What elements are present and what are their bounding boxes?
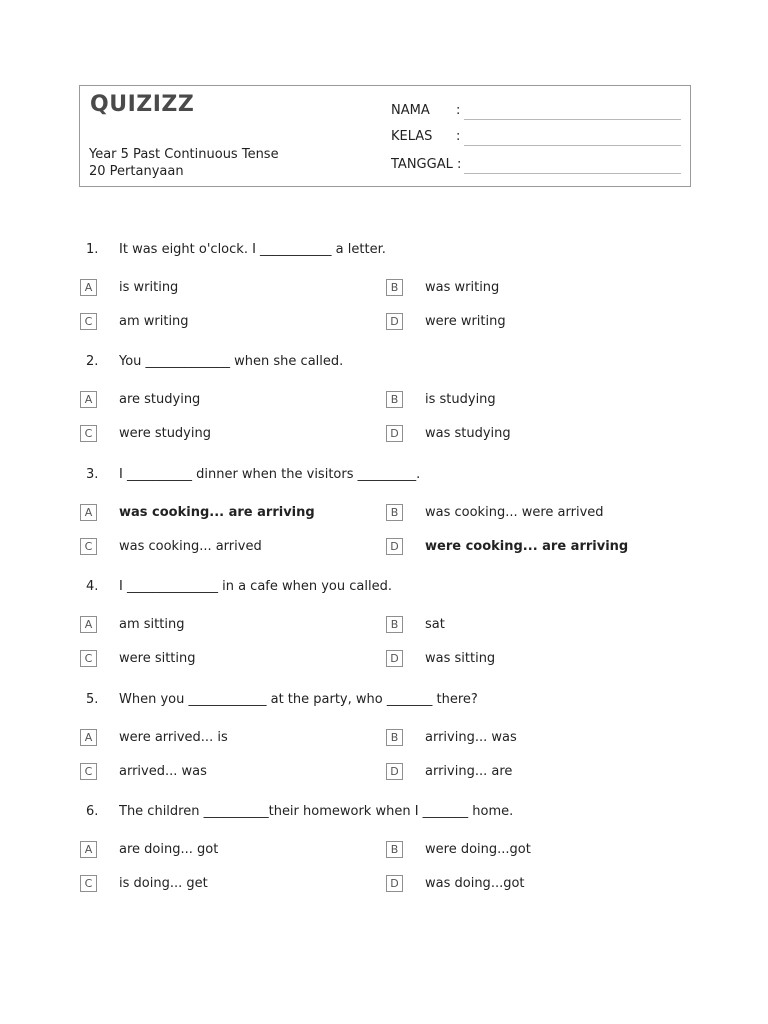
option-letter-box[interactable]: B — [386, 729, 403, 746]
question-number: 2. — [86, 354, 99, 369]
option-text[interactable]: were sitting — [119, 651, 196, 666]
option-letter-box[interactable]: D — [386, 313, 403, 330]
option-letter-box[interactable]: D — [386, 425, 403, 442]
option-text[interactable]: were studying — [119, 426, 211, 441]
option-text[interactable]: arrived... was — [119, 764, 207, 779]
option-letter-box[interactable]: A — [80, 729, 97, 746]
question-number: 3. — [86, 467, 99, 482]
option-text[interactable]: was cooking... are arriving — [119, 505, 315, 520]
option-text[interactable]: am sitting — [119, 617, 185, 632]
option-text[interactable]: was studying — [425, 426, 511, 441]
quizizz-logo: QUIZIZZ — [90, 92, 195, 117]
worksheet-header — [79, 85, 691, 187]
question-text: The children __________their homework when I _______ home. — [119, 804, 514, 819]
question-text: You _____________ when she called. — [119, 354, 344, 369]
option-letter-box[interactable]: A — [80, 391, 97, 408]
question-number: 5. — [86, 692, 99, 707]
option-letter-box[interactable]: C — [80, 425, 97, 442]
option-text[interactable]: were writing — [425, 314, 506, 329]
option-letter-box[interactable]: B — [386, 841, 403, 858]
question-text: I __________ dinner when the visitors _________. — [119, 467, 421, 482]
option-text[interactable]: was sitting — [425, 651, 496, 666]
option-text[interactable]: were arrived... is — [119, 730, 228, 745]
option-text[interactable]: arriving... are — [425, 764, 513, 779]
name-label: NAMA — [391, 103, 430, 118]
option-letter-box[interactable]: A — [80, 616, 97, 633]
name-field-line[interactable] — [464, 119, 681, 120]
question-count: 20 Pertanyaan — [89, 164, 184, 179]
option-letter-box[interactable]: D — [386, 763, 403, 780]
question-number: 6. — [86, 804, 99, 819]
date-field-line[interactable] — [464, 173, 681, 174]
question-text: When you ____________ at the party, who _______ there? — [119, 692, 478, 707]
class-field-line[interactable] — [464, 145, 681, 146]
option-text[interactable]: am writing — [119, 314, 189, 329]
option-letter-box[interactable]: C — [80, 875, 97, 892]
question-text: It was eight o'clock. I ___________ a letter. — [119, 242, 386, 257]
option-letter-box[interactable]: B — [386, 616, 403, 633]
option-letter-box[interactable]: C — [80, 650, 97, 667]
date-label: TANGGAL : — [391, 157, 462, 172]
option-letter-box[interactable]: B — [386, 391, 403, 408]
option-letter-box[interactable]: C — [80, 538, 97, 555]
option-text[interactable]: arriving... was — [425, 730, 517, 745]
option-text[interactable]: is studying — [425, 392, 496, 407]
option-letter-box[interactable]: A — [80, 841, 97, 858]
option-text[interactable]: was cooking... arrived — [119, 539, 262, 554]
option-text[interactable]: sat — [425, 617, 445, 632]
worksheet-title: Year 5 Past Continuous Tense — [89, 147, 279, 162]
option-text[interactable]: was doing...got — [425, 876, 525, 891]
class-label: KELAS — [391, 129, 433, 144]
option-letter-box[interactable]: D — [386, 538, 403, 555]
class-colon: : — [456, 129, 461, 144]
option-letter-box[interactable]: D — [386, 875, 403, 892]
option-letter-box[interactable]: B — [386, 504, 403, 521]
name-colon: : — [456, 103, 461, 118]
option-letter-box[interactable]: B — [386, 279, 403, 296]
question-text: I ______________ in a cafe when you called. — [119, 579, 392, 594]
question-number: 1. — [86, 242, 99, 257]
option-text[interactable]: is writing — [119, 280, 179, 295]
option-text[interactable]: was cooking... were arrived — [425, 505, 604, 520]
option-letter-box[interactable]: C — [80, 313, 97, 330]
question-number: 4. — [86, 579, 99, 594]
option-letter-box[interactable]: A — [80, 504, 97, 521]
option-text[interactable]: is doing... get — [119, 876, 208, 891]
option-text[interactable]: were cooking... are arriving — [425, 539, 629, 554]
option-text[interactable]: are doing... got — [119, 842, 219, 857]
option-letter-box[interactable]: A — [80, 279, 97, 296]
option-letter-box[interactable]: D — [386, 650, 403, 667]
option-text[interactable]: are studying — [119, 392, 201, 407]
option-text[interactable]: were doing...got — [425, 842, 531, 857]
option-letter-box[interactable]: C — [80, 763, 97, 780]
option-text[interactable]: was writing — [425, 280, 500, 295]
